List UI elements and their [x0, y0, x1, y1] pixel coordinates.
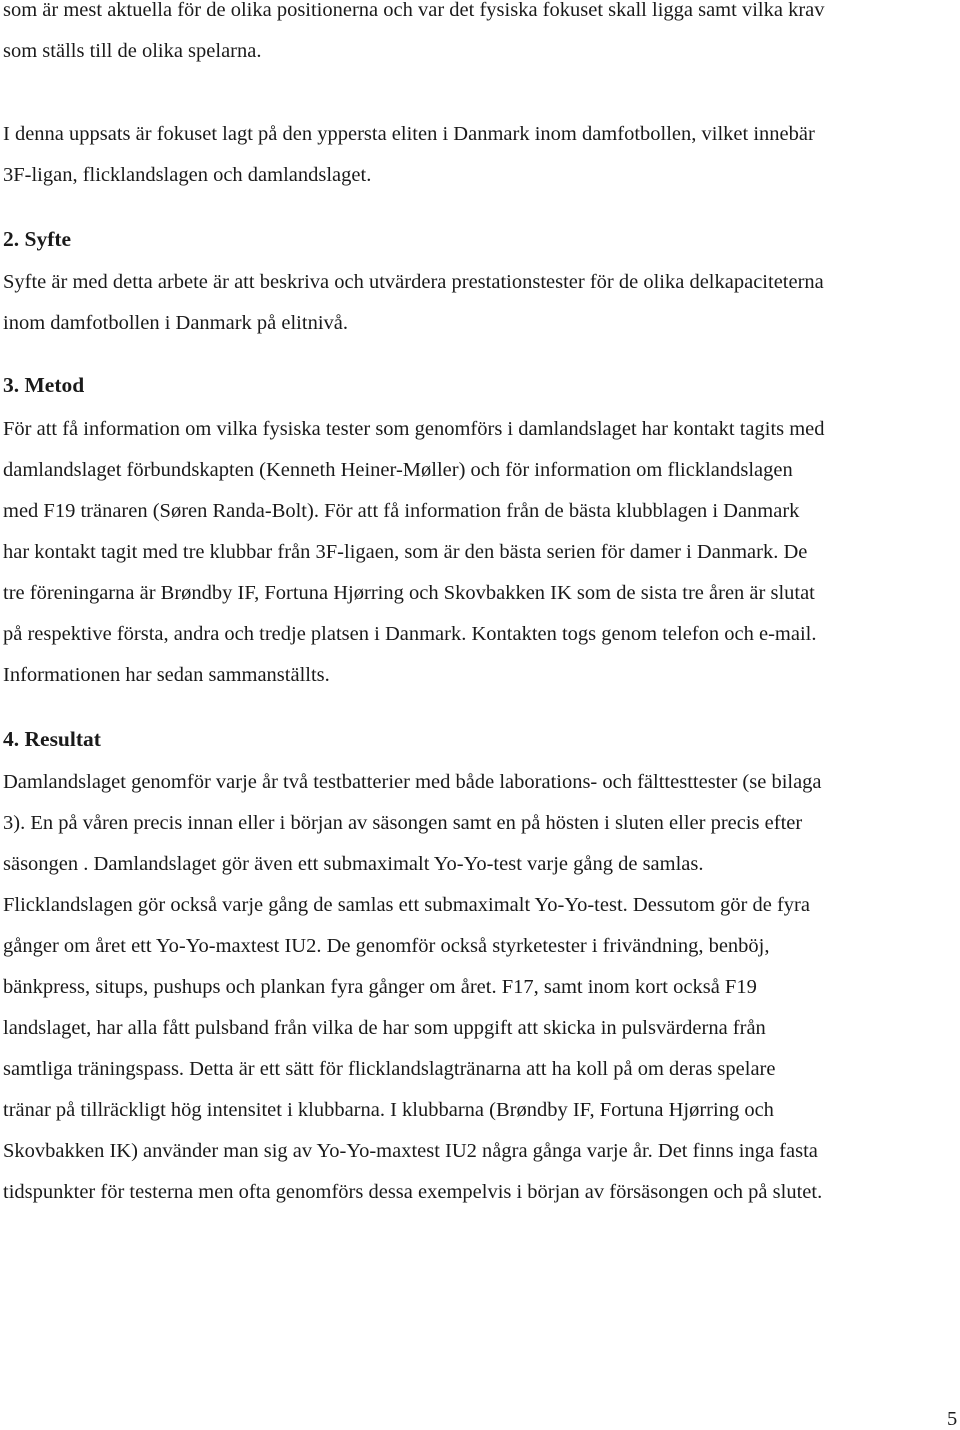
page-number: 5: [947, 1408, 958, 1430]
resultat-line-5: gånger om året ett Yo-Yo-maxtest IU2. De genomför också styrketester i frivändning, benböj,: [3, 935, 770, 957]
metod-line-1: För att få information om vilka fysiska tester som genomförs i damlandslaget har kontakt tagits med: [3, 418, 825, 440]
resultat-line-8: samtliga träningspass. Detta är ett sätt för flicklandslagtränarna att ha koll på om deras spelare: [3, 1058, 776, 1080]
syfte-line-2: inom damfotbollen i Danmark på elitnivå.: [3, 312, 348, 334]
metod-line-7: Informationen har sedan sammanställts.: [3, 664, 330, 686]
metod-line-2: damlandslaget förbundskapten (Kenneth Heiner-Møller) och för information om flicklandslagen: [3, 459, 793, 481]
metod-line-4: har kontakt tagit med tre klubbar från 3F-ligaen, som är den bästa serien för damer i Danmark. De: [3, 541, 808, 563]
intro-line-2: som ställs till de olika spelarna.: [3, 40, 262, 62]
metod-line-3: med F19 tränaren (Søren Randa-Bolt). För att få information från de bästa klubblagen i Danmark: [3, 500, 800, 522]
resultat-line-6: bänkpress, situps, pushups och plankan fyra gånger om året. F17, samt inom kort också F19: [3, 976, 757, 998]
resultat-line-11: tidspunkter för testerna men ofta genomförs dessa exempelvis i början av försäsongen och på slutet.: [3, 1181, 823, 1203]
resultat-line-3: säsongen . Damlandslaget gör även ett submaximalt Yo-Yo-test varje gång de samlas.: [3, 853, 704, 875]
heading-syfte: 2. Syfte: [3, 227, 72, 251]
resultat-line-2: 3). En på våren precis innan eller i början av säsongen samt en på hösten i sluten eller precis efter: [3, 812, 803, 834]
resultat-line-1: Damlandslaget genomför varje år två testbatterier med både laborations- och fälttesttester (se bilaga: [3, 771, 822, 793]
resultat-line-4: Flicklandslagen gör också varje gång de samlas ett submaximalt Yo-Yo-test. Dessutom gör de fyra: [3, 894, 810, 916]
intro-line-1: som är mest aktuella för de olika positionerna och var det fysiska fokuset skall ligga samt vilka krav: [3, 0, 825, 21]
heading-resultat: 4. Resultat: [3, 727, 101, 751]
resultat-line-9: tränar på tillräckligt hög intensitet i klubbarna. I klubbarna (Brøndby IF, Fortuna Hjørring och: [3, 1099, 774, 1121]
heading-metod: 3. Metod: [3, 373, 85, 397]
resultat-line-10: Skovbakken IK) använder man sig av Yo-Yo-maxtest IU2 några gånga varje år. Det finns inga fasta: [3, 1140, 818, 1162]
metod-line-6: på respektive första, andra och tredje platsen i Danmark. Kontakten togs genom telefon och e-mail.: [3, 623, 817, 645]
scope-line-1: I denna uppsats är fokuset lagt på den yppersta eliten i Danmark inom damfotbollen, vilket innebär: [3, 123, 815, 145]
resultat-line-7: landslaget, har alla fått pulsband från vilka de har som uppgift att skicka in pulsvärderna från: [3, 1017, 766, 1039]
syfte-line-1: Syfte är med detta arbete är att beskriva och utvärdera prestationstester för de olika delkapaciteterna: [3, 271, 824, 293]
metod-line-5: tre föreningarna är Brøndby IF, Fortuna Hjørring och Skovbakken IK som de sista tre åren är slutat: [3, 582, 815, 604]
scope-line-2: 3F-ligan, flicklandslagen och damlandslaget.: [3, 164, 372, 186]
